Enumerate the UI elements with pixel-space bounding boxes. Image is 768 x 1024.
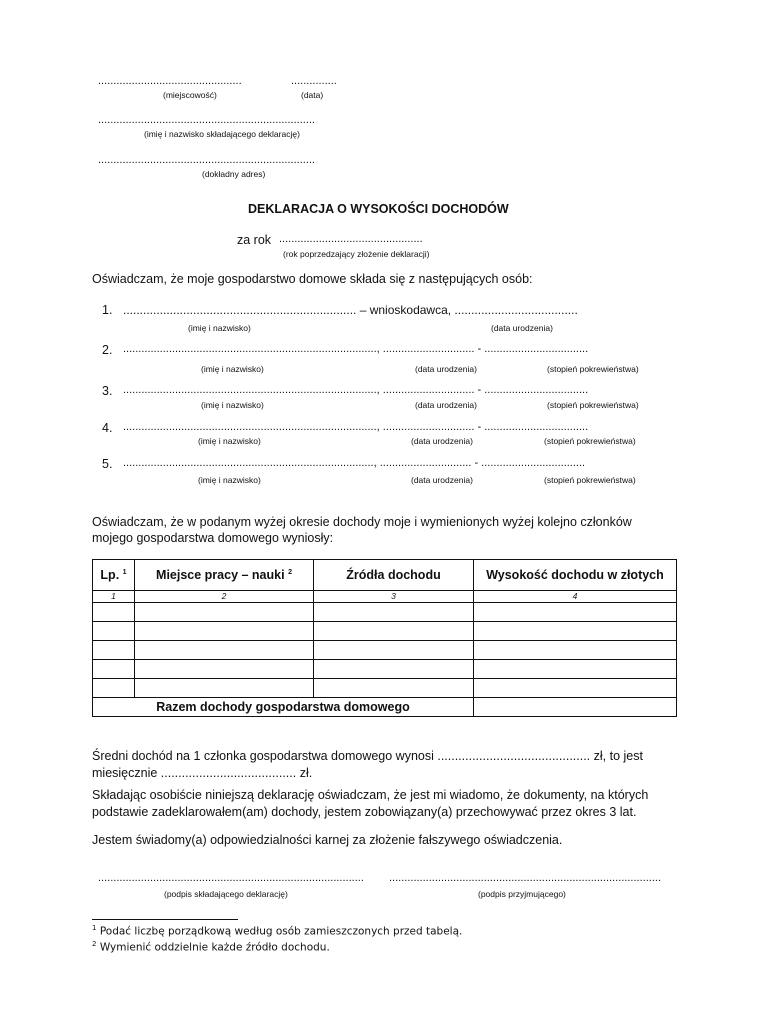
person-number: 5. [102, 457, 113, 471]
receiver-signature-field[interactable]: ......................................................................................... [389, 872, 661, 884]
date-caption: (data) [301, 90, 324, 100]
table-cell[interactable] [135, 622, 314, 641]
year-caption: (rok poprzedzający złożenie deklaracji) [283, 249, 430, 259]
person-name-caption: (imię i nazwisko) [198, 475, 261, 485]
total-value-cell[interactable] [474, 698, 677, 717]
table-cell[interactable] [135, 641, 314, 660]
date-field[interactable]: ............... [291, 75, 337, 87]
table-cell[interactable] [474, 603, 677, 622]
table-cell[interactable] [135, 603, 314, 622]
person-date-caption: (data urodzenia) [415, 364, 477, 374]
person-number: 4. [102, 421, 113, 435]
declarant-name-field[interactable]: ....................................................................... [98, 114, 315, 126]
place-caption: (miejscowość) [163, 90, 217, 100]
person-number: 1. [102, 303, 113, 317]
address-field[interactable]: ....................................................................... [98, 154, 315, 166]
person-name-caption: (imię i nazwisko) [198, 436, 261, 446]
declarant-signature-field[interactable]: ....................................................................................... [98, 872, 364, 884]
person-line[interactable]: ..................................................................................., .............................. - .................................. [123, 343, 589, 355]
total-row [93, 698, 677, 717]
person-line[interactable]: ..................................................................................., .............................. - .................................. [123, 421, 589, 433]
average-income-line1: Średni dochód na 1 członka gospodarstwa domowego wynosi ............................................ zł, to jest [92, 749, 643, 763]
income-table [92, 559, 677, 717]
person-relation-caption: (stopień pokrewieństwa) [547, 364, 639, 374]
person-relation-caption: (stopień pokrewieństwa) [544, 436, 636, 446]
household-intro: Oświadczam, że moje gospodarstwo domowe składa się z następujących osób: [92, 272, 533, 286]
table-cell[interactable] [314, 622, 474, 641]
income-intro-line2: mojego gospodarstwa domowego wyniosły: [92, 531, 334, 545]
person-name-caption: (imię i nazwisko) [201, 364, 264, 374]
table-row [93, 603, 677, 622]
column-number: 4 [474, 591, 677, 603]
address-caption: (dokładny adres) [202, 169, 266, 179]
column-number: 2 [135, 591, 314, 603]
declarant-name-caption: (imię i nazwisko składającego deklarację) [144, 129, 300, 139]
person-number: 2. [102, 343, 113, 357]
col-header-lp: Lp. $^1$ [93, 560, 135, 591]
person-date-caption: (data urodzenia) [411, 436, 473, 446]
table-header-row [93, 560, 677, 591]
person-line[interactable]: .................................................................................., .............................. - .................................. [123, 457, 586, 469]
table-cell[interactable] [93, 603, 135, 622]
statement-line1: Składając osobiście niniejszą deklarację oświadczam, że jest mi wiadomo, że dokumenty, na których [92, 788, 649, 802]
table-cell[interactable] [474, 641, 677, 660]
table-cell[interactable] [314, 660, 474, 679]
footnote-2: $^2$ Wymienić oddzielnie każde źródło dochodu. [92, 940, 330, 954]
total-label: Razem dochody gospodarstwa domowego [93, 698, 474, 717]
table-row [93, 622, 677, 641]
person-date-caption: (data urodzenia) [411, 475, 473, 485]
person-line[interactable]: ..................................................................................., .............................. - .................................. [123, 384, 589, 396]
receiver-signature-caption: (podpis przyjmującego) [478, 889, 566, 899]
average-income-line2: miesięcznie ....................................... zł. [92, 766, 313, 780]
table-cell[interactable] [135, 679, 314, 698]
person-line[interactable]: ...................................................................... – wnioskodawca, ..................................... [123, 303, 578, 317]
place-field[interactable]: ............................................... [98, 75, 242, 87]
liability-statement: Jestem świadomy(a) odpowiedzialności karnej za złożenie fałszywego oświadczenia. [92, 833, 563, 847]
table-cell[interactable] [93, 641, 135, 660]
col-header-workplace: Miejsce pracy – nauki $^2$ [135, 560, 314, 591]
footnote-1: $^1$ Podać liczbę porządkową według osób zamieszczonych przed tabelą. [92, 924, 463, 938]
person-date-caption: (data urodzenia) [491, 323, 553, 333]
table-cell[interactable] [93, 660, 135, 679]
column-number-row [93, 591, 677, 603]
table-cell[interactable] [474, 622, 677, 641]
table-cell[interactable] [135, 660, 314, 679]
table-cell[interactable] [314, 641, 474, 660]
table-cell[interactable] [314, 679, 474, 698]
table-row [93, 660, 677, 679]
person-date-caption: (data urodzenia) [415, 400, 477, 410]
declarant-signature-caption: (podpis składającego deklarację) [164, 889, 288, 899]
statement-line2: podstawie zadeklarowałem(am) dochody, jestem zobowiązany(a) przechowywać przez okres 3 lat. [92, 805, 637, 819]
table-cell[interactable] [93, 622, 135, 641]
col-header-amount: Wysokość dochodu w złotych [474, 560, 677, 591]
table-row [93, 641, 677, 660]
table-cell[interactable] [93, 679, 135, 698]
column-number: 3 [314, 591, 474, 603]
document-title: DEKLARACJA O WYSOKOŚCI DOCHODÓW [248, 202, 509, 216]
income-intro-line1: Oświadczam, że w podanym wyżej okresie dochody moje i wymienionych wyżej kolejno członków [92, 515, 632, 529]
person-relation-caption: (stopień pokrewieństwa) [544, 475, 636, 485]
column-number: 1 [93, 591, 135, 603]
person-number: 3. [102, 384, 113, 398]
person-name-caption: (imię i nazwisko) [188, 323, 251, 333]
table-cell[interactable] [314, 603, 474, 622]
year-field[interactable]: ............................................... [279, 233, 423, 245]
person-name-caption: (imię i nazwisko) [201, 400, 264, 410]
table-cell[interactable] [474, 679, 677, 698]
table-cell[interactable] [474, 660, 677, 679]
col-header-source: Źródła dochodu [314, 560, 474, 591]
person-relation-caption: (stopień pokrewieństwa) [547, 400, 639, 410]
table-row [93, 679, 677, 698]
year-label: za rok [237, 233, 272, 247]
footnote-divider [92, 919, 238, 920]
